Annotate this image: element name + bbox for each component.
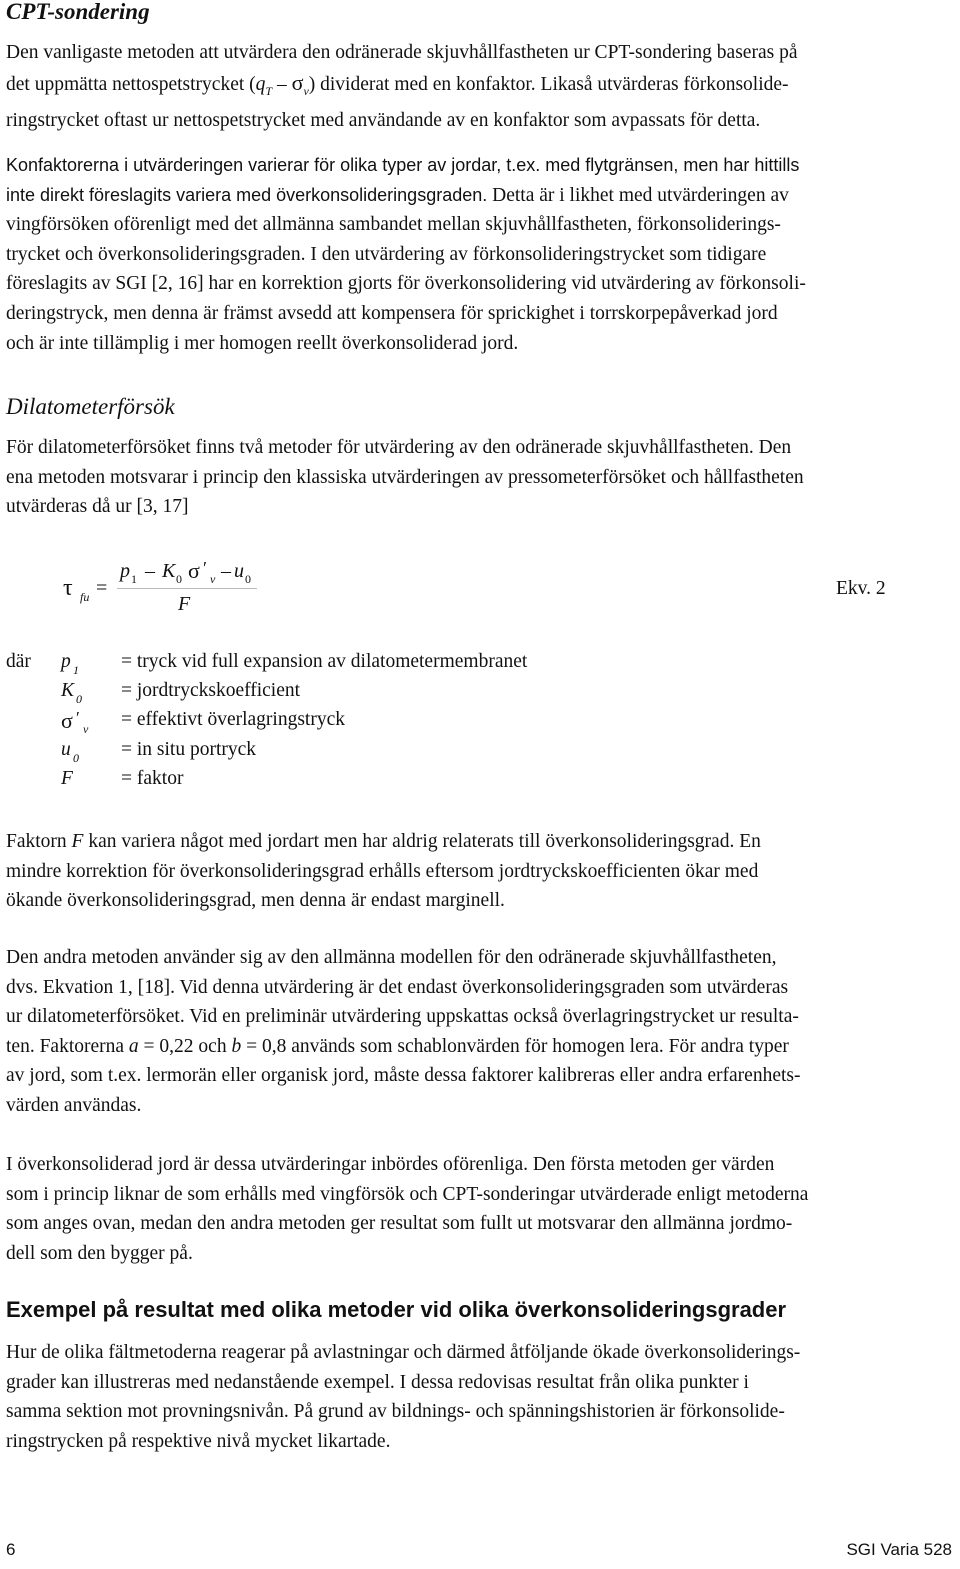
- paragraph-dilatometer-4: I överkonsoliderad jord är dessa utvärderingar inbördes oförenliga. Den första metoden ger värden som i princip liknar de som erhålls med vingförsök och CPT-sonderingar utvärderade enligt metoderna som anges ovan, medan den andra metoden ger resultat som fullt ut motsvarar den allmänna jordmo- dell som den bygger på.: [6, 1154, 809, 1264]
- paragraph-dilatometer-3: Den andra metoden använder sig av den allmänna modellen för den odränerade skjuvhållfastheten, dvs. Ekvation 1, [18]. Vid denna utvärdering är det endast överkonsolideringsgraden som utvärderas ur dilatometerförsöket. Vid en preliminär utvärdering uppskattas också överlagringstrycket ur resulta- ten. Faktorerna a = 0,22 och b = 0,8 används som schablonvärden för homogen lera. För andra typer av jord, som t.ex. lermorän eller organisk jord, måste dessa faktorer kalibreras eller andra erfarenhets- värden användas.: [6, 947, 801, 1116]
- eq-K-sub: 0: [176, 572, 182, 586]
- eq-equals: =: [96, 577, 108, 599]
- heading-dilatometerforsok: Dilatometerförsök: [6, 394, 175, 419]
- eq-minus-2: –: [221, 560, 231, 582]
- eq-K: K: [162, 560, 176, 582]
- heading-exempel: Exempel på resultat med olika metoder vid olika överkonsolideringsgrader: [6, 1297, 787, 1322]
- page-number: 6: [6, 1540, 16, 1559]
- definition-row: p 1 = tryck vid full expansion av dilatometermembranet: [61, 651, 528, 677]
- eq-v-sub: v: [210, 572, 216, 586]
- eq-label: Ekv. 2: [836, 578, 886, 599]
- publication-name: SGI Varia 528: [846, 1540, 952, 1559]
- paragraph-cpt-2: Konfaktorerna i utvärderingen varierar för olika typer av jordar, t.ex. med flytgränsen, men har hittills inte direkt föreslagits variera med överkonsolideringsgraden. Detta är i likhet med utvärderingen av vingförsöken oförenligt med det allmänna sambandet mellan skjuvhållfastheten, förkonsoliderings- trycket och överkonsolideringsgraden. I den utvärdering av förkonsolideringstrycket som tidigare föreslagits av SGI [2, 16] har en korrektion gjorts för överkonsolidering vid utvärdering av förkonsoli- deringstryck, men denna är främst avsedd att kompensera för sprickighet i torrskorpepåverkad jord och är inte tillämplig i mer homogen reellt överkonsoliderad jord.: [6, 155, 806, 354]
- eq-sigma: σ: [188, 558, 200, 583]
- heading-cpt-sondering: CPT-sondering: [6, 0, 150, 24]
- eq-p: p: [120, 560, 130, 582]
- definition-row: F = faktor: [61, 768, 184, 789]
- eq-F: F: [178, 593, 191, 615]
- eq-u: u: [234, 560, 244, 582]
- eq-p-sub: 1: [131, 572, 137, 586]
- definition-row: σ ′ v = effektivt överlagringstryck: [61, 708, 345, 736]
- definition-row: K 0 = jordtryckskoefficient: [61, 680, 301, 706]
- paragraph-dilatometer-2: Faktorn F kan variera något med jordart men har aldrig relaterats till överkonsolideringsgrad. En mindre korrektion för överkonsolideringsgrad erhålls eftersom jordtryckskoefficienten ökar med ökande överkonsolideringsgrad, men denna är endast marginell.: [6, 831, 761, 912]
- paragraph-dilatometer-1: För dilatometerförsöket finns två metoder för utvärdering av den odränerade skjuvhållfastheten. Den ena metoden motsvarar i princip den klassiska utvärderingen av pressometerförsöket och hållfastheten utvärderas då ur [3, 17]: [6, 437, 804, 518]
- where-label: där: [6, 651, 31, 672]
- paragraph-cpt-1: Den vanligaste metoden att utvärdera den odränerade skjuvhållfastheten ur CPT-sondering baseras på det uppmätta nettospetstrycket $(q_T - \sigma_v)$ dividerat med en konfaktor. Likaså utvärderas förkonsolide- ringstrycket oftast ur nettospetstrycket med användande av en konfaktor som avpassats för detta.: [6, 42, 798, 132]
- eq-prime: ′: [203, 558, 207, 578]
- eq-minus-1: –: [145, 560, 155, 582]
- eq-tau: τ: [63, 575, 73, 601]
- eq-fraction-bar: [117, 588, 257, 589]
- eq-u-sub: 0: [245, 572, 251, 586]
- paragraph-example-1: Hur de olika fältmetoderna reagerar på avlastningar och därmed åtföljande ökade överkonsoliderings- grader kan illustreras med nedanstående exempel. I dessa redovisas resultat från olika punkter i samma sektion mot provningsnivån. På grund av bildnings- och spänningshistorien är förkonsolide- ringstrycken på respektive nivå mycket likartade.: [6, 1342, 801, 1452]
- definition-row: u 0 = in situ portryck: [61, 739, 257, 765]
- eq-tau-sub: fu: [80, 590, 90, 604]
